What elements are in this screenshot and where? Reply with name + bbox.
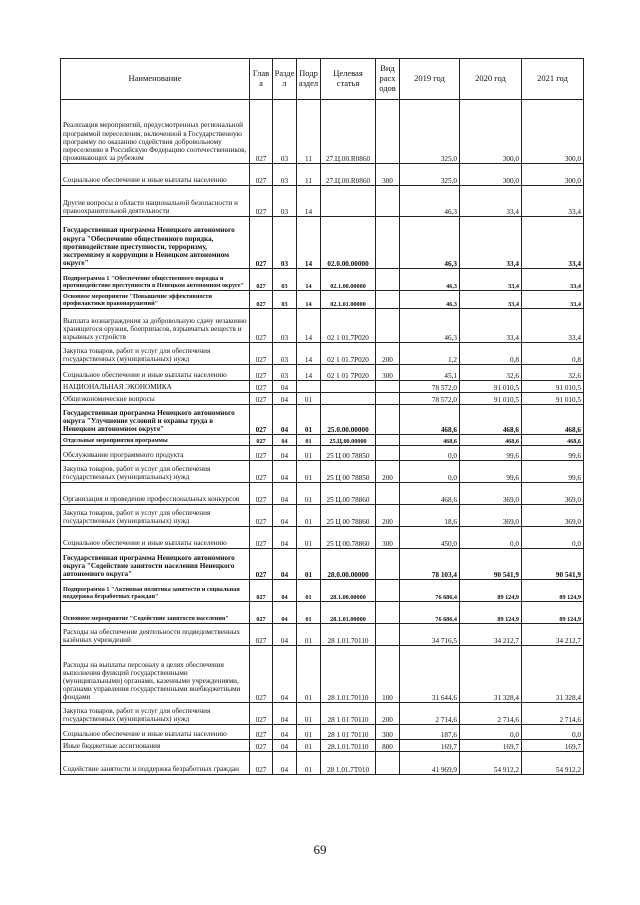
cell-razdel: 03 (273, 100, 297, 164)
cell-razdel: 04 (273, 405, 297, 435)
cell-glava: 027 (250, 580, 273, 602)
cell-expense-type (376, 269, 400, 291)
header-target-article: Целевая статья (321, 59, 376, 100)
cell-glava: 027 (250, 483, 273, 505)
cell-name: Социальное обеспечение и иные выплаты населению (61, 527, 250, 549)
cell-year-2019: 468,6 (400, 483, 460, 505)
cell-year-2021: 300,0 (522, 100, 584, 164)
cell-podrazdel: 14 (297, 186, 321, 217)
cell-year-2021: 90 541,9 (522, 549, 584, 580)
cell-razdel: 03 (273, 291, 297, 309)
cell-podrazdel: 14 (297, 269, 321, 291)
cell-year-2020: 0,0 (460, 527, 522, 549)
cell-podrazdel: 01 (297, 435, 321, 446)
header-razdel: Разде л (273, 59, 297, 100)
cell-glava: 027 (250, 624, 273, 646)
cell-name: Реализация мероприятий, предусмотренных региональной программой переселения, включенной в Государственную программу по оказанию содействия добровольному переселению в Российскую Федерацию соотечественников, проживающих за рубежом (61, 100, 250, 164)
cell-expense-type (376, 483, 400, 505)
cell-razdel: 04 (273, 725, 297, 740)
cell-podrazdel: 01 (297, 602, 321, 624)
cell-target-article: 28 1.01.7Т010 (321, 752, 376, 775)
cell-year-2020: 33,4 (460, 291, 522, 309)
cell-expense-type (376, 602, 400, 624)
cell-target-article: 25.Ц.00.00000 (321, 435, 376, 446)
cell-year-2019: 46,3 (400, 217, 460, 269)
cell-year-2021: 169,7 (522, 740, 584, 752)
cell-expense-type (376, 580, 400, 602)
cell-expense-type (376, 186, 400, 217)
cell-razdel: 04 (273, 393, 297, 405)
cell-glava: 027 (250, 365, 273, 381)
cell-name: Отдельные мероприятия программы (61, 435, 250, 446)
cell-year-2021: 2 714,6 (522, 703, 584, 725)
cell-glava: 027 (250, 549, 273, 580)
cell-year-2020: 54 912,2 (460, 752, 522, 775)
table-body (61, 100, 584, 775)
cell-name: Расходы на обеспечение деятельности подведомственных казённых учреждений (61, 624, 250, 646)
cell-glava: 027 (250, 527, 273, 549)
cell-target-article: 28 1.01.70110 (321, 624, 376, 646)
cell-year-2021: 33,4 (522, 291, 584, 309)
cell-expense-type (376, 217, 400, 269)
cell-podrazdel: 01 (297, 624, 321, 646)
cell-name: Иные бюджетные ассигнования (61, 740, 250, 752)
cell-razdel: 04 (273, 580, 297, 602)
cell-razdel: 03 (273, 217, 297, 269)
cell-name: НАЦИОНАЛЬНАЯ ЭКОНОМИКА (61, 381, 250, 393)
cell-glava: 027 (250, 164, 273, 186)
cell-year-2021: 91 010,5 (522, 393, 584, 405)
cell-year-2019: 76 686,4 (400, 602, 460, 624)
table-row (61, 291, 584, 309)
cell-expense-type (376, 624, 400, 646)
cell-razdel: 03 (273, 309, 297, 343)
table-row (61, 725, 584, 740)
cell-year-2019: 78 572,0 (400, 393, 460, 405)
cell-name: Государственная программа Ненецкого автономного округа "Обеспечение общественного порядка, противодействие преступности, терроризму, экстремизму и коррупции в Ненецком автономном округе" (61, 217, 250, 269)
cell-name: Социальное обеспечение и иные выплаты населению (61, 725, 250, 740)
cell-name: Основное мероприятие "Содействие занятости населения" (61, 602, 250, 624)
cell-year-2019: 46,3 (400, 309, 460, 343)
cell-razdel: 04 (273, 505, 297, 527)
cell-year-2020: 468,6 (460, 405, 522, 435)
cell-razdel: 03 (273, 164, 297, 186)
cell-name: Основное мероприятие "Повышение эффективности профилактики правонарушений" (61, 291, 250, 309)
cell-year-2020: 369,0 (460, 505, 522, 527)
cell-year-2021: 33,4 (522, 309, 584, 343)
cell-year-2019: 2 714,6 (400, 703, 460, 725)
cell-target-article: 25 Ц 00 78850 (321, 446, 376, 461)
table-row (61, 752, 584, 775)
cell-year-2020: 99,6 (460, 446, 522, 461)
cell-year-2021: 468,6 (522, 435, 584, 446)
cell-year-2019: 325,0 (400, 100, 460, 164)
table-row (61, 703, 584, 725)
cell-razdel: 04 (273, 435, 297, 446)
cell-target-article: 28.1.00.00000 (321, 580, 376, 602)
table-row (61, 602, 584, 624)
cell-podrazdel: 11 (297, 164, 321, 186)
header-year-2019: 2019 год (400, 59, 460, 100)
cell-target-article: 28 1 01 70110 (321, 703, 376, 725)
table-header-row (61, 59, 584, 100)
cell-podrazdel: 01 (297, 580, 321, 602)
cell-razdel: 03 (273, 186, 297, 217)
cell-razdel: 04 (273, 624, 297, 646)
table-row (61, 365, 584, 381)
cell-year-2020: 169,7 (460, 740, 522, 752)
cell-podrazdel: 14 (297, 291, 321, 309)
cell-year-2021: 99,6 (522, 446, 584, 461)
cell-expense-type: 100 (376, 646, 400, 703)
cell-podrazdel: 01 (297, 646, 321, 703)
cell-razdel: 04 (273, 602, 297, 624)
cell-target-article: 02.1.01.00000 (321, 291, 376, 309)
table-row (61, 309, 584, 343)
cell-year-2020: 0,8 (460, 343, 522, 365)
header-podrazdel: Подр аздел (297, 59, 321, 100)
cell-podrazdel: 01 (297, 703, 321, 725)
cell-podrazdel: 11 (297, 100, 321, 164)
cell-year-2019: 31 644,6 (400, 646, 460, 703)
cell-year-2020: 33,4 (460, 217, 522, 269)
cell-expense-type (376, 752, 400, 775)
table-row (61, 527, 584, 549)
cell-year-2019: 46,3 (400, 291, 460, 309)
cell-podrazdel: 01 (297, 752, 321, 775)
table-row (61, 381, 584, 393)
cell-glava: 027 (250, 393, 273, 405)
table-row (61, 100, 584, 164)
cell-expense-type: 300 (376, 365, 400, 381)
cell-podrazdel: 01 (297, 393, 321, 405)
cell-name: Закупка товаров, работ и услуг для обеспечения государственных (муниципальных) нужд (61, 461, 250, 483)
cell-expense-type (376, 435, 400, 446)
cell-year-2021: 33,4 (522, 217, 584, 269)
cell-name: Социальное обеспечение и иные выплаты населению (61, 365, 250, 381)
cell-target-article: 02 1 01.7Р020 (321, 309, 376, 343)
cell-razdel: 04 (273, 646, 297, 703)
cell-target-article: 28.1.01.70110 (321, 740, 376, 752)
cell-target-article: 02 1 01 7Р020 (321, 365, 376, 381)
table-row (61, 393, 584, 405)
cell-expense-type: 200 (376, 343, 400, 365)
cell-target-article: 27.Ц.00.R0860 (321, 164, 376, 186)
header-year-2020: 2020 год (460, 59, 522, 100)
cell-target-article: 25 Ц 00 78850 (321, 461, 376, 483)
cell-year-2019: 468,6 (400, 405, 460, 435)
cell-razdel: 04 (273, 381, 297, 393)
cell-podrazdel: 01 (297, 527, 321, 549)
header-year-2021: 2021 год (522, 59, 584, 100)
cell-podrazdel (297, 381, 321, 393)
cell-expense-type: 200 (376, 505, 400, 527)
table-row (61, 405, 584, 435)
cell-expense-type: 300 (376, 725, 400, 740)
cell-year-2020: 300,0 (460, 100, 522, 164)
cell-target-article: 02.0.00.00000 (321, 217, 376, 269)
table-row (61, 549, 584, 580)
cell-year-2020: 33,4 (460, 269, 522, 291)
cell-expense-type (376, 309, 400, 343)
cell-year-2021: 33,4 (522, 186, 584, 217)
cell-name: Организация и проведение профессиональных конкурсов (61, 483, 250, 505)
cell-year-2021: 32,6 (522, 365, 584, 381)
table-row (61, 505, 584, 527)
cell-glava: 027 (250, 505, 273, 527)
cell-year-2019: 78 103,4 (400, 549, 460, 580)
header-glava: Глав а (250, 59, 273, 100)
cell-year-2019: 169,7 (400, 740, 460, 752)
cell-year-2020: 0,0 (460, 725, 522, 740)
cell-glava: 027 (250, 343, 273, 365)
cell-razdel: 03 (273, 269, 297, 291)
cell-expense-type (376, 100, 400, 164)
cell-glava: 027 (250, 381, 273, 393)
table-row (61, 624, 584, 646)
table-row (61, 343, 584, 365)
cell-name: Подпрограмма 1 "Активная политика занятости и социальная поддержка безработных граждан" (61, 580, 250, 602)
cell-razdel: 04 (273, 483, 297, 505)
cell-year-2021: 34 212,7 (522, 624, 584, 646)
table-row (61, 580, 584, 602)
cell-target-article: 27.Ц.00.R0860 (321, 100, 376, 164)
cell-year-2020: 91 010,5 (460, 393, 522, 405)
table-row (61, 269, 584, 291)
cell-podrazdel: 01 (297, 405, 321, 435)
table-row (61, 461, 584, 483)
cell-podrazdel: 14 (297, 309, 321, 343)
header-expense-type: Вид расх одов (376, 59, 400, 100)
cell-target-article: 25.0.00.00000 (321, 405, 376, 435)
cell-year-2019: 34 716,5 (400, 624, 460, 646)
cell-podrazdel: 01 (297, 461, 321, 483)
cell-target-article: 25 Ц 00.78860 (321, 527, 376, 549)
cell-podrazdel: 14 (297, 343, 321, 365)
cell-year-2019: 78 572,0 (400, 381, 460, 393)
cell-expense-type: 200 (376, 461, 400, 483)
cell-razdel: 04 (273, 527, 297, 549)
cell-target-article: 28.0.00.00000 (321, 549, 376, 580)
cell-razdel: 04 (273, 752, 297, 775)
cell-year-2020: 89 124,9 (460, 580, 522, 602)
cell-year-2020: 369,0 (460, 483, 522, 505)
header-name: Наименование (61, 59, 250, 100)
cell-target-article (321, 393, 376, 405)
cell-name: Содействие занятости и поддержка безработных граждан (61, 752, 250, 775)
cell-year-2019: 1,2 (400, 343, 460, 365)
cell-razdel: 04 (273, 461, 297, 483)
cell-year-2019: 0,0 (400, 446, 460, 461)
cell-expense-type (376, 549, 400, 580)
cell-expense-type (376, 393, 400, 405)
cell-name: Общеэкономические вопросы (61, 393, 250, 405)
cell-year-2020: 31 328,4 (460, 646, 522, 703)
cell-glava: 027 (250, 186, 273, 217)
cell-expense-type (376, 405, 400, 435)
cell-razdel: 03 (273, 343, 297, 365)
cell-year-2019: 76 686,4 (400, 580, 460, 602)
cell-podrazdel: 01 (297, 505, 321, 527)
cell-glava: 027 (250, 269, 273, 291)
cell-year-2021: 31 328,4 (522, 646, 584, 703)
cell-expense-type: 300 (376, 164, 400, 186)
cell-glava: 027 (250, 405, 273, 435)
cell-glava: 027 (250, 646, 273, 703)
cell-year-2019: 0,0 (400, 461, 460, 483)
cell-name: Обслуживание программного продукта (61, 446, 250, 461)
cell-year-2021: 0,0 (522, 725, 584, 740)
cell-podrazdel: 01 (297, 446, 321, 461)
cell-year-2020: 32,6 (460, 365, 522, 381)
cell-razdel: 04 (273, 703, 297, 725)
cell-name: Закупка товаров, работ и услуг для обеспечения государственных (муниципальных) нужд (61, 343, 250, 365)
cell-expense-type (376, 381, 400, 393)
cell-year-2020: 89 124,9 (460, 602, 522, 624)
table-row (61, 483, 584, 505)
cell-year-2021: 468,6 (522, 405, 584, 435)
table-row (61, 186, 584, 217)
cell-glava: 027 (250, 309, 273, 343)
cell-year-2021: 369,0 (522, 483, 584, 505)
cell-year-2020: 34 212,7 (460, 624, 522, 646)
cell-name: Закупка товаров, работ и услуг для обеспечения государственных (муниципальных) нужд (61, 505, 250, 527)
cell-glava: 027 (250, 602, 273, 624)
cell-year-2019: 468,6 (400, 435, 460, 446)
cell-year-2020: 33,4 (460, 186, 522, 217)
cell-target-article (321, 381, 376, 393)
cell-year-2021: 0,8 (522, 343, 584, 365)
cell-name: Подпрограмма 1 "Обеспечение общественного порядка и противодействие преступности в Ненецком автономном округе" (61, 269, 250, 291)
cell-expense-type (376, 446, 400, 461)
cell-podrazdel: 14 (297, 365, 321, 381)
table-row (61, 446, 584, 461)
table-row (61, 217, 584, 269)
cell-year-2021: 369,0 (522, 505, 584, 527)
cell-year-2020: 33,4 (460, 309, 522, 343)
cell-name: Социальное обеспечение и иные выплаты населению (61, 164, 250, 186)
cell-year-2020: 90 541,9 (460, 549, 522, 580)
cell-year-2021: 89 124,9 (522, 580, 584, 602)
cell-year-2019: 325,0 (400, 164, 460, 186)
cell-podrazdel: 01 (297, 740, 321, 752)
cell-year-2020: 300,0 (460, 164, 522, 186)
cell-year-2021: 89 124,9 (522, 602, 584, 624)
cell-name: Расходы на выплаты персоналу в целях обеспечения выполнения функций государственными (муниципальными) органами, казенными учреждениями, органами управления государственными внебюджетными фондами (61, 646, 250, 703)
cell-razdel: 04 (273, 446, 297, 461)
cell-glava: 027 (250, 725, 273, 740)
table-row (61, 164, 584, 186)
cell-target-article: 25 Ц 00 78860 (321, 505, 376, 527)
cell-year-2019: 450,0 (400, 527, 460, 549)
cell-year-2019: 187,6 (400, 725, 460, 740)
cell-expense-type: 200 (376, 703, 400, 725)
cell-glava: 027 (250, 435, 273, 446)
cell-year-2020: 91 010,5 (460, 381, 522, 393)
cell-expense-type: 300 (376, 527, 400, 549)
cell-glava: 027 (250, 217, 273, 269)
cell-year-2019: 46,3 (400, 269, 460, 291)
cell-name: Государственная программа Ненецкого автономного округа "Улучшение условий и охраны труда в Ненецком автономном округе" (61, 405, 250, 435)
cell-target-article: 02 1 01.7Р020 (321, 343, 376, 365)
page-number: 69 (313, 842, 327, 857)
cell-name: Другие вопросы в области национальной безопасности и правоохранительной деятельности (61, 186, 250, 217)
cell-target-article: 28.1.01.00000 (321, 602, 376, 624)
cell-expense-type (376, 291, 400, 309)
cell-podrazdel: 01 (297, 483, 321, 505)
cell-target-article: 28 1.01.70110 (321, 646, 376, 703)
cell-name: Выплата вознаграждения за добровольную сдачу незаконно хранящегося оружия, боеприпасов, взрывчатых веществ и взрывных устройств (61, 309, 250, 343)
cell-year-2020: 2 714,6 (460, 703, 522, 725)
cell-target-article: 25 Ц.00 78860 (321, 483, 376, 505)
cell-glava: 027 (250, 703, 273, 725)
cell-year-2021: 300,0 (522, 164, 584, 186)
cell-year-2021: 99,6 (522, 461, 584, 483)
cell-name: Государственная программа Ненецкого автономного округа "Содействие занятости населения Ненецкого автономного округа" (61, 549, 250, 580)
cell-expense-type: 800 (376, 740, 400, 752)
cell-year-2019: 18,6 (400, 505, 460, 527)
cell-year-2019: 46,3 (400, 186, 460, 217)
table-row (61, 740, 584, 752)
cell-name: Закупка товаров, работ и услуг для обеспечения государственных (муниципальных) нужд (61, 703, 250, 725)
cell-year-2021: 54 912,2 (522, 752, 584, 775)
cell-target-article: 02.1.00.00000 (321, 269, 376, 291)
cell-glava: 027 (250, 740, 273, 752)
cell-target-article: 28 1 01 70110 (321, 725, 376, 740)
cell-razdel: 03 (273, 365, 297, 381)
cell-glava: 027 (250, 752, 273, 775)
budget-table (60, 58, 584, 775)
cell-glava: 027 (250, 100, 273, 164)
table-row (61, 435, 584, 446)
cell-glava: 027 (250, 461, 273, 483)
cell-glava: 027 (250, 291, 273, 309)
cell-year-2020: 468,6 (460, 435, 522, 446)
cell-year-2021: 0,0 (522, 527, 584, 549)
cell-year-2019: 45,1 (400, 365, 460, 381)
cell-year-2020: 99,6 (460, 461, 522, 483)
cell-year-2019: 41 969,9 (400, 752, 460, 775)
cell-razdel: 04 (273, 740, 297, 752)
cell-podrazdel: 01 (297, 549, 321, 580)
cell-razdel: 04 (273, 549, 297, 580)
cell-podrazdel: 01 (297, 725, 321, 740)
cell-glava: 027 (250, 446, 273, 461)
cell-year-2021: 33,4 (522, 269, 584, 291)
cell-podrazdel: 14 (297, 217, 321, 269)
table-row (61, 646, 584, 703)
cell-target-article (321, 186, 376, 217)
cell-year-2021: 91 010,5 (522, 381, 584, 393)
